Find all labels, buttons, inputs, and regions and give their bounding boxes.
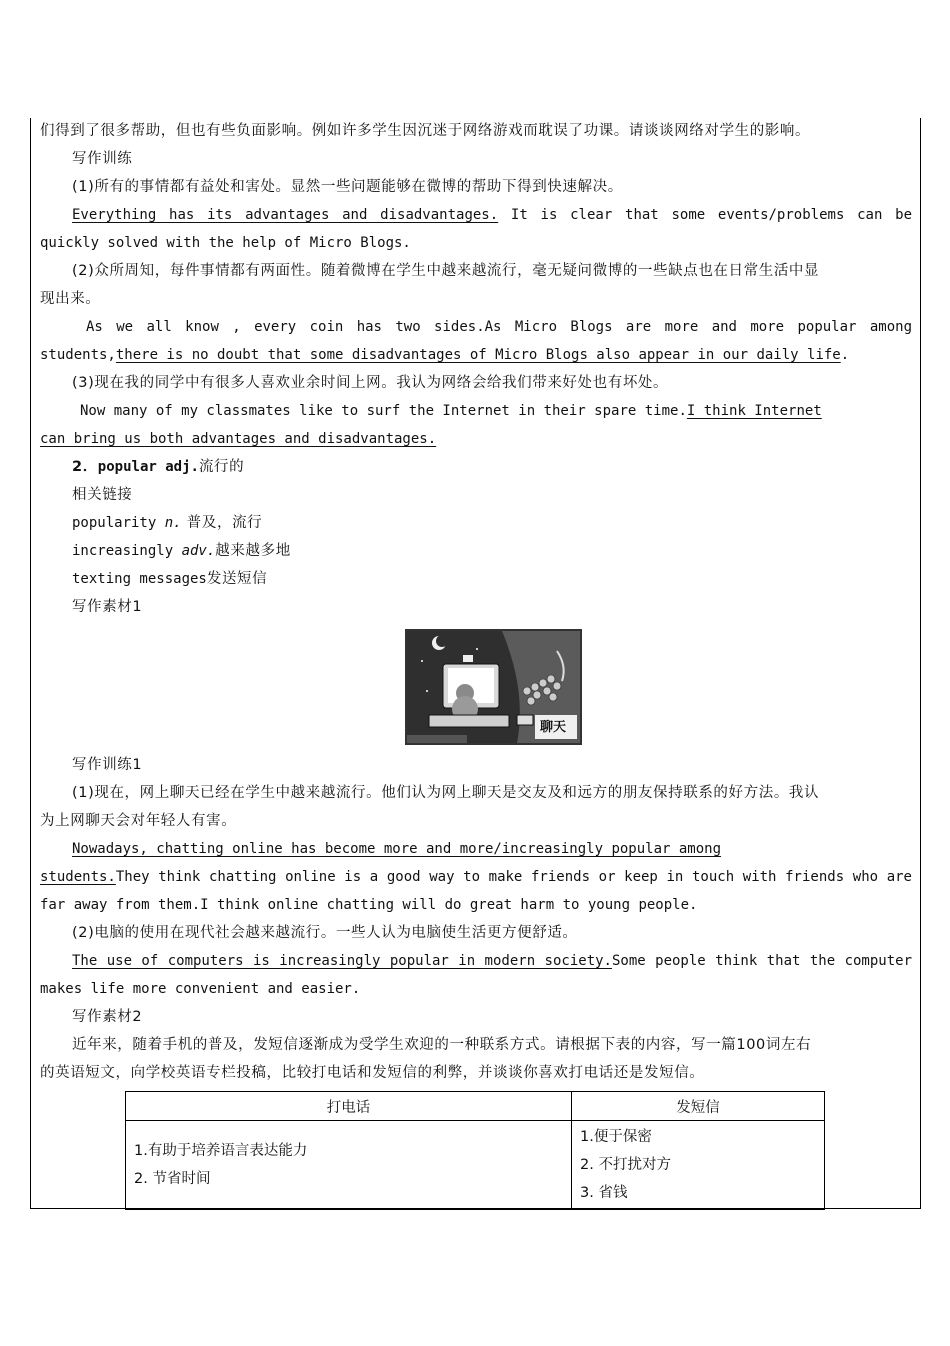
ex2-chinese-line1: (2)众所周知，每件事情都有两面性。随着微博在学生中越来越流行，毫无疑问微博的一些缺点也在日常生活中显 xyxy=(72,263,820,279)
ex3-answer-part2: can bring us both advantages and disadvantages. xyxy=(40,431,437,447)
vocab-meaning: 流行的 xyxy=(198,459,245,475)
related-word: popularity xyxy=(72,515,165,531)
t1-ex2-english-line1 xyxy=(72,951,912,971)
t1-ex1-english-line1 xyxy=(72,839,912,859)
ex3-answer-part1: I think Internet xyxy=(686,403,822,419)
t1-ex2-chinese: (2)电脑的使用在现代社会越来越流行。一些人认为电脑使生活更方便舒适。 xyxy=(72,925,578,941)
table-cell-text xyxy=(572,1121,825,1210)
ex1-english-rest: It is clear that some events/problems can be xyxy=(498,207,912,223)
ex1-english-line2: quickly solved with the help of Micro Blogs. xyxy=(40,235,411,251)
material2-prompt-line2: 的英语短文，向学校英语专栏投稿，比较打电话和发短信的利弊，并谈谈你喜欢打电话还是发短信。 xyxy=(40,1065,705,1081)
t1-ex1-english-rest: They think chatting online is a good way to make friends or keep in touch with friends who are xyxy=(115,869,912,885)
intro-line: 们得到了很多帮助，但也有些负面影响。例如许多学生因沉迷于网络游戏而耽误了功课。请谈谈网络对学生的影响。 xyxy=(40,123,811,139)
table-header-text: 发短信 xyxy=(572,1092,825,1121)
ex3-english-prefix: Now many of my classmates like to surf the Internet in their spare time. xyxy=(80,403,687,419)
ex2-english-suffix: . xyxy=(840,347,850,363)
ex2-english-line2 xyxy=(40,345,912,365)
ex1-english-line1 xyxy=(72,205,912,225)
t1-ex2-english-line2: makes life more convenient and easier. xyxy=(40,981,361,997)
comparison-table xyxy=(125,1091,825,1210)
related-word: texting messages xyxy=(72,571,207,587)
related-links-heading: 相关链接 xyxy=(72,487,133,503)
t1-ex1-english-line2 xyxy=(40,867,912,887)
t1-ex1-chinese-line1: (1)现在，网上聊天已经在学生中越来越流行。他们认为网上聊天是交友及和远方的朋友保持联系的好方法。我认 xyxy=(72,785,820,801)
vocab-number: 2． xyxy=(72,459,98,475)
practice-heading: 写作训练 xyxy=(72,151,133,167)
vocab-word: popular adj. xyxy=(97,459,199,475)
ex2-english-line1: As we all know , every coin has two sides.As Micro Blogs are more and more popular among xyxy=(86,319,912,335)
table-header-phone: 打电话 xyxy=(126,1092,572,1121)
chat-label: 聊天 xyxy=(540,720,567,735)
related-pos: n. xyxy=(164,515,182,531)
t1-ex1-chinese-line2: 为上网聊天会对年轻人有害。 xyxy=(40,813,237,829)
material2-heading: 写作素材2 xyxy=(72,1009,143,1025)
t1-ex1-answer-part2: students. xyxy=(40,869,116,885)
ex3-english-line2 xyxy=(40,429,912,449)
t1-ex1-english-line3: far away from them.I think online chatting will do great harm to young people. xyxy=(40,897,698,913)
t1-ex2-answer: The use of computers is increasingly popular in modern society. xyxy=(72,953,612,969)
vocab-related-item-2 xyxy=(72,541,912,561)
ex2-english-prefix: students, xyxy=(40,347,116,363)
vocab-title xyxy=(72,457,912,477)
t1-ex1-answer-part1: Nowadays, chatting online has become more and more/increasingly popular among xyxy=(72,841,722,857)
text-item-2: 2. 不打扰对方 xyxy=(580,1157,671,1173)
phone-item-1: 1.有助于培养语言表达能力 xyxy=(134,1143,308,1159)
related-word: increasingly xyxy=(72,543,182,559)
related-meaning: 越来越多地 xyxy=(215,543,291,559)
related-meaning: 普及，流行 xyxy=(181,515,263,531)
chat-illustration-icon xyxy=(405,629,582,745)
material2-prompt-line1: 近年来，随着手机的普及，发短信逐渐成为受学生欢迎的一种联系方式。请根据下表的内容，写一篇100词左右 xyxy=(72,1037,812,1053)
ex3-english-line1 xyxy=(80,401,912,421)
t1-ex2-english-rest: Some people think that the computer xyxy=(612,953,912,969)
text-item-1: 1.便于保密 xyxy=(580,1129,652,1145)
vocab-related-item-1 xyxy=(72,513,912,533)
text-item-3: 3. 省钱 xyxy=(580,1185,628,1201)
related-pos: adv. xyxy=(181,543,216,559)
table-cell-phone xyxy=(126,1121,572,1210)
ex1-answer: Everything has its advantages and disadvantages. xyxy=(72,207,499,223)
ex2-answer: there is no doubt that some disadvantages of Micro Blogs also appear in our daily life xyxy=(115,347,841,363)
vocab-related-item-3 xyxy=(72,569,912,589)
phone-item-2: 2. 节省时间 xyxy=(134,1171,211,1187)
related-meaning: 发送短信 xyxy=(206,571,268,587)
ex2-chinese-line2: 现出来。 xyxy=(40,291,101,307)
ex1-chinese: (1)所有的事情都有益处和害处。显然一些问题能够在微博的帮助下得到快速解决。 xyxy=(72,179,623,195)
ex3-chinese: (3)现在我的同学中有很多人喜欢业余时间上网。我认为网络会给我们带来好处也有坏处。 xyxy=(72,375,669,391)
training1-heading: 写作训练1 xyxy=(72,757,143,773)
material1-heading: 写作素材1 xyxy=(72,599,143,615)
